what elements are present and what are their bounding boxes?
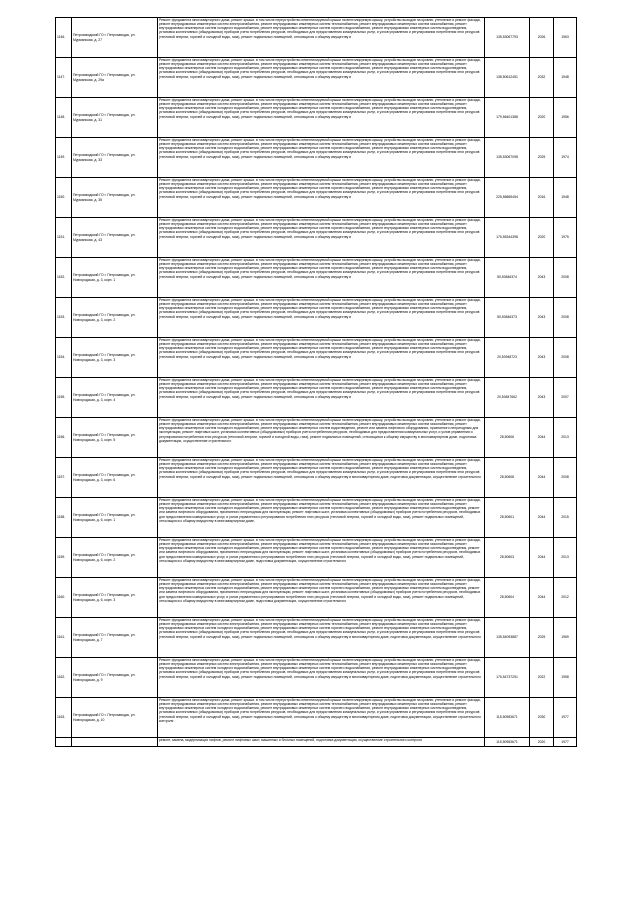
year-planned-cell — [530, 18, 554, 58]
year-planned-cell — [530, 258, 554, 298]
row-number-cell — [56, 258, 72, 298]
row-number-cell — [56, 578, 72, 618]
repair-program-table — [55, 17, 577, 747]
works-cell — [158, 338, 485, 378]
row-number-cell — [56, 618, 72, 658]
table-row — [56, 58, 577, 98]
address-text: Петрозаводский ГО г. Петрозаводск, ул. Мурманская, д. 43 — [73, 233, 136, 242]
row-number-cell — [56, 738, 72, 747]
cost-value: 28,50608 — [499, 475, 515, 480]
year-planned: 2043 — [537, 315, 546, 320]
row-number: 1158. — [57, 515, 66, 520]
address-text: Петрозаводский ГО г. Петрозаводск, ул. Мурманская, д. 35 — [73, 193, 136, 202]
year-planned-cell — [530, 338, 554, 378]
address-cell — [72, 418, 158, 458]
year-planned-cell — [530, 298, 554, 338]
row-number: 1157. — [57, 475, 66, 480]
address-text: Петрозаводский ГО г. Петрозаводск, ул. Мурманская, д. 33 — [73, 153, 136, 162]
works-cell — [158, 18, 485, 58]
year-planned-cell — [530, 138, 554, 178]
address-text: Петрозаводский ГО г. Петрозаводск, ул. Новгородская, д. 3, корп. 5 — [73, 433, 136, 442]
table-row — [56, 218, 577, 258]
works-text: Ремонт фундамента многоквартирного дома, ремонт крыши, в том числе переустройство невентилируемой крыши на вентилируемую крышу, устройство выходов на кровлю, утепление и ремонт фасада, ремонт внутридомовых инженерных систем электроснабжения, ремонт внутридомовых инженерных систем теплоснабжения, ремонт внутридомовых инженерных систем газоснабжения, ремонт внутридомовых инженерных систем холодного водоснабжения, ремонт внутридомовых инженерных систем горячего водоснабжения, ремонт внутридомовых инженерных систем водоотведения, установка коллективных (общедомовых) приборов учета потребления ресурсов, необходимых для предоставления коммунальных услуг, и узлов управления и регулирования потребления этих ресурсов (тепловой энергии, горячей и холодной воды, газа), ремонт подвальных помещений, относящихся к общему имуществу в — [159, 258, 481, 279]
year-built-cell — [554, 138, 577, 178]
works-cell — [158, 738, 485, 747]
works-text: Ремонт фундамента многоквартирного дома, ремонт крыши, в том числе переустройство невентилируемой крыши на вентилируемую крышу, устройство выходов на кровлю, утепление и ремонт фасада, ремонт внутридомовых инженерных систем электроснабжения, ремонт внутридомовых инженерных систем теплоснабжения, ремонт внутридомовых инженерных систем газоснабжения, ремонт внутридомовых инженерных систем холодного водоснабжения, ремонт внутридомовых инженерных систем горячего водоснабжения, ремонт внутридомовых инженерных систем водоотведения, установка коллективных (общедомовых) приборов учета потребления ресурсов, необходимых для предоставления коммунальных услуг, и узлов управления и регулирования потребления этих ресурсов (тепловой энергии, горячей и холодной воды, газа), ремонт подвальных помещений, относящихся к общему имуществу в — [159, 378, 481, 399]
works-cell — [158, 618, 485, 658]
works-text: Ремонт фундамента многоквартирного дома, ремонт крыши, в том числе переустройство невентилируемой крыши на вентилируемую крышу, устройство выходов на кровлю, утепление и ремонт фасада, ремонт внутридомовых инженерных систем электроснабжения, ремонт внутридомовых инженерных систем теплоснабжения, ремонт внутридомовых инженерных систем газоснабжения, ремонт внутридомовых инженерных систем холодного водоснабжения, ремонт внутридомовых инженерных систем водоотведения, ремонт или замена лифтового оборудования, признанного непригодным для эксплуатации, ремонт лифтовых шахт, установка коллективных (общедомовых) приборов учета потребления ресурсов, необходимых для предоставления коммунальных услуг, и узлов управления и регулирования потребления этих ресурсов (тепловой энергии, горячей и холодной воды, газа), ремонт подвальных помещений, относящихся к общему имуществу в многоквартирном доме, подготовка документации, осуществление строительного — [159, 418, 481, 443]
cost-value: 175,54737251 — [496, 675, 518, 680]
row-number-cell — [56, 698, 72, 738]
address-cell — [72, 178, 158, 218]
address-cell — [72, 738, 158, 747]
year-built-cell — [554, 738, 577, 747]
cost-cell — [485, 298, 530, 338]
year-planned-cell — [530, 618, 554, 658]
works-cell — [158, 458, 485, 498]
year-planned: 2043 — [537, 355, 546, 360]
table-row — [56, 538, 577, 578]
year-planned-cell — [530, 58, 554, 98]
year-built-cell — [554, 178, 577, 218]
address-text: Петрозаводский ГО г. Петрозаводск, ул. Новгородская, д. 6, корп. 3 — [73, 593, 136, 602]
row-number: 1163. — [57, 715, 66, 720]
year-planned: 2016 — [537, 195, 546, 200]
address-text: Петрозаводский ГО г. Петрозаводск, ул. Мурманская, д. 29а — [73, 73, 136, 82]
year-planned-cell — [530, 738, 554, 747]
table-row — [56, 298, 577, 338]
cost-value: 28,50601 — [499, 515, 515, 520]
year-built: 2013 — [561, 555, 569, 560]
address-cell — [72, 698, 158, 738]
cost-value: 175,55344398 — [496, 235, 518, 240]
cost-value: 138,50612451 — [496, 75, 518, 80]
year-planned-cell — [530, 218, 554, 258]
row-number: 1148. — [57, 115, 66, 120]
works-cell — [158, 98, 485, 138]
address-text: Петрозаводский ГО г. Петрозаводск, ул. Новгородская, д. 9 — [73, 673, 136, 682]
row-number: 1155. — [57, 395, 66, 400]
row-number: 1161. — [57, 635, 66, 640]
row-number-cell — [56, 498, 72, 538]
address-cell — [72, 578, 158, 618]
year-built: 2008 — [561, 315, 569, 320]
row-number: 1156. — [57, 435, 66, 440]
year-planned: 2044 — [537, 515, 546, 520]
works-cell — [158, 258, 485, 298]
cost-cell — [485, 338, 530, 378]
address-cell — [72, 138, 158, 178]
works-value: ремонт, замена, модернизация лифтов, ремонт лифтовых шахт, машинных и блочных помещений, подготовка документации, осуществление строительного контроля — [159, 738, 422, 742]
works-cell — [158, 178, 485, 218]
year-built-cell — [554, 338, 577, 378]
works-cell — [158, 298, 485, 338]
row-number-cell — [56, 298, 72, 338]
year-built: 2012 — [561, 595, 569, 600]
cost-cell — [485, 138, 530, 178]
year-built: 2008 — [561, 475, 569, 480]
year-planned-cell — [530, 658, 554, 698]
year-built-value: 1977 — [561, 739, 569, 744]
address-cell — [72, 378, 158, 418]
table-row-continuation — [56, 738, 577, 747]
cost-value: 50,50846374 — [497, 275, 517, 280]
cost-cell — [485, 618, 530, 658]
cost-cell — [485, 218, 530, 258]
year-built-cell — [554, 378, 577, 418]
address-cell — [72, 58, 158, 98]
works-cell — [158, 538, 485, 578]
row-number-cell — [56, 378, 72, 418]
works-cell — [158, 578, 485, 618]
row-number: 1162. — [57, 675, 66, 680]
works-text: Ремонт фундамента многоквартирного дома, ремонт крыши, в том числе переустройство невентилируемой крыши на вентилируемую крышу, устройство выходов на кровлю, утепление и ремонт фасада, ремонт внутридомовых инженерных систем электроснабжения, ремонт внутридомовых инженерных систем теплоснабжения, ремонт внутридомовых инженерных систем газоснабжения, ремонт внутридомовых инженерных систем холодного водоснабжения, ремонт внутридомовых инженерных систем горячего водоснабжения, ремонт внутридомовых инженерных систем водоотведения, установка коллективных (общедомовых) приборов учета потребления ресурсов, необходимых для предоставления коммунальных услуг, и узлов управления и регулирования потребления этих ресурсов (тепловой энергии, горячей и холодной воды, газа), ремонт подвальных помещений, относящихся к общему имуществу в — [159, 138, 481, 159]
table-row — [56, 618, 577, 658]
year-built: 1975 — [561, 235, 569, 240]
year-planned: 2022 — [537, 675, 546, 680]
cost-cell — [485, 458, 530, 498]
cost-value: 179,56401388 — [496, 115, 518, 120]
works-text: Ремонт фундамента многоквартирного дома, ремонт крыши, в том числе переустройство невентилируемой крыши на вентилируемую крышу, устройство выходов на кровлю, утепление и ремонт фасада, ремонт внутридомовых инженерных систем электроснабжения, ремонт внутридомовых инженерных систем теплоснабжения, ремонт внутридомовых инженерных систем газоснабжения, ремонт внутридомовых инженерных систем холодного водоснабжения, ремонт внутридомовых инженерных систем горячего водоснабжения, ремонт внутридомовых инженерных систем водоотведения, установка коллективных (общедомовых) приборов учета потребления ресурсов, необходимых для предоставления коммунальных услуг, и узлов управления и регулирования потребления этих ресурсов (тепловой энергии, горячей и холодной воды, газа), ремонт подвальных помещений, относящихся к общему имуществу в — [159, 178, 481, 199]
year-built: 1974 — [561, 155, 569, 160]
year-planned-cell — [530, 538, 554, 578]
works-cell — [158, 378, 485, 418]
works-cell — [158, 218, 485, 258]
works-text: Ремонт фундамента многоквартирного дома, ремонт крыши, в том числе переустройство невентилируемой крыши на вентилируемую крышу, устройство выходов на кровлю, утепление и ремонт фасада, ремонт внутридомовых инженерных систем электроснабжения, ремонт внутридомовых инженерных систем теплоснабжения, ремонт внутридомовых инженерных систем газоснабжения, ремонт внутридомовых инженерных систем холодного водоснабжения, ремонт внутридомовых инженерных систем горячего водоснабжения, ремонт внутридомовых инженерных систем водоотведения, установка коллективных (общедомовых) приборов учета потребления ресурсов, необходимых для предоставления коммунальных услуг, и узлов управления и регулирования потребления этих ресурсов (тепловой энергии, горячей и холодной воды, газа), ремонт подвальных помещений, относящихся к общему имуществу в многоквартирном доме, подготовка документации, осуществление строительного — [159, 458, 481, 479]
works-cell — [158, 58, 485, 98]
year-planned-value: 2020 — [537, 739, 546, 744]
cost-value: 20,50948723 — [497, 355, 517, 360]
year-planned: 2020 — [537, 115, 546, 120]
table-row — [56, 138, 577, 178]
row-number-cell — [56, 538, 72, 578]
table-row — [56, 658, 577, 698]
year-planned: 2020 — [537, 235, 546, 240]
works-text: Ремонт фундамента многоквартирного дома, ремонт крыши, в том числе переустройство невентилируемой крыши на вентилируемую крышу, устройство выходов на кровлю, утепление и ремонт фасада, ремонт внутридомовых инженерных систем электроснабжения, ремонт внутридомовых инженерных систем теплоснабжения, ремонт внутридомовых инженерных систем газоснабжения, ремонт внутридомовых инженерных систем холодного водоснабжения, ремонт внутридомовых инженерных систем горячего водоснабжения, ремонт внутридомовых инженерных систем водоотведения, установка коллективных (общедомовых) приборов учета потребления ресурсов, необходимых для предоставления коммунальных услуг, и узлов управления и регулирования потребления этих ресурсов (тепловой энергии, горячей и холодной воды, газа), ремонт подвальных помещений, относящихся к общему имуществу в многоквартирном доме, подготовка документации, осуществление строительного — [159, 658, 481, 679]
cost-value: 225,56869454 — [496, 195, 518, 200]
row-number-cell — [56, 218, 72, 258]
row-number: 1146. — [57, 35, 66, 40]
year-built: 2008 — [561, 355, 569, 360]
table-row — [56, 458, 577, 498]
row-number-cell — [56, 458, 72, 498]
year-planned: 2032 — [537, 75, 546, 80]
year-planned-cell — [530, 98, 554, 138]
year-planned: 2043 — [537, 395, 546, 400]
works-cell — [158, 698, 485, 738]
table-row — [56, 418, 577, 458]
capital-repair-table-page — [55, 17, 576, 747]
cost-value: 28,50603 — [499, 555, 515, 560]
year-built: 2013 — [561, 435, 569, 440]
address-cell — [72, 458, 158, 498]
address-text: Петрозаводский ГО г. Петрозаводск, ул. Новгородская, д. 3, корп. 4 — [73, 393, 136, 402]
address-text: Петрозаводский ГО г. Петрозаводск, ул. Новгородская, д. 6, корп. 2 — [73, 553, 136, 562]
address-cell — [72, 618, 158, 658]
year-planned: 2025 — [537, 155, 546, 160]
row-number: 1149. — [57, 155, 66, 160]
row-number: 1147. — [57, 75, 66, 80]
cost-value: 135,54093887 — [496, 635, 518, 640]
table-row — [56, 378, 577, 418]
address-text: Петрозаводский ГО г. Петрозаводск, ул. Новгородская, д. 3, корп. 3 — [73, 353, 136, 362]
cost-cell — [485, 498, 530, 538]
row-number: 1150. — [57, 195, 66, 200]
year-built-cell — [554, 498, 577, 538]
year-built: 1948 — [561, 75, 569, 80]
year-planned: 2025 — [537, 635, 546, 640]
row-number-cell — [56, 658, 72, 698]
year-built-cell — [554, 258, 577, 298]
works-text: Ремонт фундамента многоквартирного дома, ремонт крыши, в том числе переустройство невентилируемой крыши на вентилируемую крышу, устройство выходов на кровлю, утепление и ремонт фасада, ремонт внутридомовых инженерных систем электроснабжения, ремонт внутридомовых инженерных систем теплоснабжения, ремонт внутридомовых инженерных систем газоснабжения, ремонт внутридомовых инженерных систем холодного водоснабжения, ремонт внутридомовых инженерных систем горячего водоснабжения, ремонт внутридомовых инженерных систем водоотведения, установка коллективных (общедомовых) приборов учета потребления ресурсов, необходимых для предоставления коммунальных услуг, и узлов управления и регулирования потребления этих ресурсов (тепловой энергии, горячей и холодной воды, газа), ремонт подвальных помещений, относящихся к общему имуществу в — [159, 18, 481, 39]
year-built-cell — [554, 658, 577, 698]
address-cell — [72, 498, 158, 538]
cost-cell — [485, 98, 530, 138]
year-built: 1956 — [561, 115, 569, 120]
row-number-cell — [56, 418, 72, 458]
year-planned: 2044 — [537, 475, 546, 480]
works-cell — [158, 418, 485, 458]
works-text: Ремонт фундамента многоквартирного дома, ремонт крыши, в том числе переустройство невентилируемой крыши на вентилируемую крышу, устройство выходов на кровлю, утепление и ремонт фасада, ремонт внутридомовых инженерных систем электроснабжения, ремонт внутридомовых инженерных систем теплоснабжения, ремонт внутридомовых инженерных систем газоснабжения, ремонт внутридомовых инженерных систем холодного водоснабжения, ремонт внутридомовых инженерных систем горячего водоснабжения, ремонт внутридомовых инженерных систем водоотведения, установка коллективных (общедомовых) приборов учета потребления ресурсов, необходимых для предоставления коммунальных услуг, и узлов управления и регулирования потребления этих ресурсов (тепловой энергии, горячей и холодной воды, газа), ремонт подвальных помещений, относящихся к общему имуществу в — [159, 218, 481, 239]
year-planned-cell — [530, 498, 554, 538]
cost-cell — [485, 658, 530, 698]
year-built: 2007 — [561, 395, 569, 400]
address-text: Петрозаводский ГО г. Петрозаводск, ул. Новгородская, д. 3, корп. 2 — [73, 313, 136, 322]
year-built-cell — [554, 458, 577, 498]
works-cell — [158, 138, 485, 178]
works-text: Ремонт фундамента многоквартирного дома, ремонт крыши, в том числе переустройство невентилируемой крыши на вентилируемую крышу, устройство выходов на кровлю, утепление и ремонт фасада, ремонт внутридомовых инженерных систем электроснабжения, ремонт внутридомовых инженерных систем теплоснабжения, ремонт внутридомовых инженерных систем газоснабжения, ремонт внутридомовых инженерных систем холодного водоснабжения, ремонт внутридомовых инженерных систем горячего водоснабжения, ремонт внутридомовых инженерных систем водоотведения, ремонт или замена лифтового оборудования, признанного непригодным для эксплуатации, ремонт лифтовых шахт, установка коллективных (общедомовых) приборов учета потребления ресурсов, необходимых для предоставления коммунальных услуг, и узлов управления и регулирования потребления этих ресурсов (тепловой энергии, горячей и холодной воды, газа), ремонт подвальных помещений, относящихся к общему имуществу в многоквартирном доме, — [159, 498, 481, 523]
year-built: 2008 — [561, 275, 569, 280]
year-built-cell — [554, 218, 577, 258]
row-number-cell — [56, 338, 72, 378]
works-cell — [158, 658, 485, 698]
cost-cell — [485, 18, 530, 58]
year-planned: 2044 — [537, 435, 546, 440]
year-planned: 2044 — [537, 555, 546, 560]
year-built-cell — [554, 698, 577, 738]
address-text: Петрозаводский ГО г. Петрозаводск, ул. Новгородская, д. 3, корп. 6 — [73, 473, 136, 482]
year-built-cell — [554, 98, 577, 138]
table-body — [56, 18, 577, 747]
year-built-cell — [554, 538, 577, 578]
table-row — [56, 578, 577, 618]
address-cell — [72, 98, 158, 138]
address-cell — [72, 18, 158, 58]
table-row — [56, 18, 577, 58]
cost-cell — [485, 258, 530, 298]
year-built-cell — [554, 298, 577, 338]
address-text: Петрозаводский ГО г. Петрозаводск, ул. Новгородская, д. 6, корп. 1 — [73, 513, 136, 522]
cost-value: 135,53067098 — [496, 155, 518, 160]
address-text: Петрозаводский ГО г. Петрозаводск, ул. Мурманская, д. 31 — [73, 113, 136, 122]
year-built: 1977 — [561, 715, 569, 720]
address-cell — [72, 658, 158, 698]
cost-value: 135,53067793 — [496, 35, 518, 40]
address-cell — [72, 298, 158, 338]
cost-value: 115,50983671 — [496, 715, 518, 720]
row-number: 1154. — [57, 355, 66, 360]
year-built: 1963 — [561, 35, 569, 40]
works-text: Ремонт фундамента многоквартирного дома, ремонт крыши, в том числе переустройство невентилируемой крыши на вентилируемую крышу, устройство выходов на кровлю, утепление и ремонт фасада, ремонт внутридомовых инженерных систем электроснабжения, ремонт внутридомовых инженерных систем теплоснабжения, ремонт внутридомовых инженерных систем газоснабжения, ремонт внутридомовых инженерных систем холодного водоснабжения, ремонт внутридомовых инженерных систем горячего водоснабжения, ремонт внутридомовых инженерных систем водоотведения, установка коллективных (общедомовых) приборов учета потребления ресурсов, необходимых для предоставления коммунальных услуг, и узлов управления и регулирования потребления этих ресурсов (тепловой энергии, горячей и холодной воды, газа), ремонт подвальных помещений, относящихся к общему имуществу в многоквартирном доме, подготовка документации, осуществление строительного — [159, 618, 481, 639]
year-built: 1958 — [561, 675, 569, 680]
cost-cell — [485, 698, 530, 738]
row-number: 1153. — [57, 315, 66, 320]
works-text: Ремонт фундамента многоквартирного дома, ремонт крыши, в том числе переустройство невентилируемой крыши на вентилируемую крышу, устройство выходов на кровлю, утепление и ремонт фасада, ремонт внутридомовых инженерных систем электроснабжения, ремонт внутридомовых инженерных систем теплоснабжения, ремонт внутридомовых инженерных систем газоснабжения, ремонт внутридомовых инженерных систем холодного водоснабжения, ремонт внутридомовых инженерных систем горячего водоснабжения, ремонт внутридомовых инженерных систем водоотведения, ремонт или замена лифтового оборудования, признанного непригодным для эксплуатации, ремонт лифтовых шахт, установка коллективных (общедомовых) приборов учета потребления ресурсов, необходимых для предоставления коммунальных услуг, и узлов управления и регулирования потребления этих ресурсов (тепловой энергии, горячей и холодной воды, газа), ремонт подвальных помещений, относящихся к общему имуществу в многоквартирном доме, подготовка документации, осуществление строительного — [159, 538, 481, 563]
address-cell — [72, 258, 158, 298]
year-planned-cell — [530, 578, 554, 618]
year-built-cell — [554, 418, 577, 458]
row-number: 1159. — [57, 555, 66, 560]
row-number-cell — [56, 58, 72, 98]
cost-value: 28,50606 — [499, 435, 515, 440]
year-built-cell — [554, 578, 577, 618]
table-row — [56, 698, 577, 738]
year-planned: 2030 — [537, 715, 546, 720]
year-planned: 2026 — [537, 35, 546, 40]
address-text: Петрозаводский ГО г. Петрозаводск, ул. Новгородская, д. 10 — [73, 713, 136, 722]
cost-cell — [485, 178, 530, 218]
cost-value: 20,50847662 — [497, 395, 517, 400]
year-planned-cell — [530, 458, 554, 498]
year-planned-cell — [530, 378, 554, 418]
works-text: Ремонт фундамента многоквартирного дома, ремонт крыши, в том числе переустройство невентилируемой крыши на вентилируемую крышу, устройство выходов на кровлю, утепление и ремонт фасада, ремонт внутридомовых инженерных систем электроснабжения, ремонт внутридомовых инженерных систем теплоснабжения, ремонт внутридомовых инженерных систем газоснабжения, ремонт внутридомовых инженерных систем холодного водоснабжения, ремонт внутридомовых инженерных систем горячего водоснабжения, ремонт внутридомовых инженерных систем водоотведения, установка коллективных (общедомовых) приборов учета потребления ресурсов, необходимых для предоставления коммунальных услуг, и узлов управления и регулирования потребления этих ресурсов (тепловой энергии, горячей и холодной воды, газа), ремонт подвальных помещений, относящихся к общему имуществу в — [159, 298, 481, 319]
table-row — [56, 338, 577, 378]
row-number: 1151. — [57, 235, 66, 240]
year-planned-cell — [530, 698, 554, 738]
address-cell — [72, 538, 158, 578]
cost-value: 115,50983671 — [496, 739, 518, 744]
row-number-cell — [56, 138, 72, 178]
year-planned-cell — [530, 418, 554, 458]
year-built: 1948 — [561, 195, 569, 200]
works-cell — [158, 498, 485, 538]
cost-cell — [485, 578, 530, 618]
address-cell — [72, 218, 158, 258]
row-number: 1152. — [57, 275, 66, 280]
year-built: 1969 — [561, 635, 569, 640]
table-row — [56, 98, 577, 138]
address-text: Петрозаводский ГО г. Петрозаводск, ул. Новгородская, д. 7 — [73, 633, 136, 642]
works-text: Ремонт фундамента многоквартирного дома, ремонт крыши, в том числе переустройство невентилируемой крыши на вентилируемую крышу, устройство выходов на кровлю, утепление и ремонт фасада, ремонт внутридомовых инженерных систем электроснабжения, ремонт внутридомовых инженерных систем теплоснабжения, ремонт внутридомовых инженерных систем газоснабжения, ремонт внутридомовых инженерных систем холодного водоснабжения, ремонт внутридомовых инженерных систем горячего водоснабжения, ремонт внутридомовых инженерных систем водоотведения, ремонт или замена лифтового оборудования, признанного непригодным для эксплуатации, ремонт лифтовых шахт, установка коллективных (общедомовых) приборов учета потребления ресурсов, необходимых для предоставления коммунальных услуг, и узлов управления и регулирования потребления этих ресурсов (тепловой энергии, горячей и холодной воды, газа), ремонт подвальных помещений, относящихся к общему имуществу в многоквартирном доме, подготовка документации, осуществление строительного — [159, 578, 481, 603]
year-planned: 2044 — [537, 595, 546, 600]
year-planned: 2043 — [537, 275, 546, 280]
year-built-cell — [554, 58, 577, 98]
cost-cell — [485, 538, 530, 578]
table-row — [56, 178, 577, 218]
address-text: Петрозаводский ГО г. Петрозаводск, ул. Мурманская, д. 27 — [73, 33, 136, 42]
cost-cell — [485, 58, 530, 98]
address-text: Петрозаводский ГО г. Петрозаводск, ул. Новгородская, д. 3, корп. 1 — [73, 273, 136, 282]
year-built: 2015 — [561, 515, 569, 520]
cost-cell — [485, 418, 530, 458]
year-built-cell — [554, 618, 577, 658]
cost-cell — [485, 378, 530, 418]
table-row — [56, 498, 577, 538]
row-number-cell — [56, 18, 72, 58]
cost-value: 28,50604 — [499, 595, 515, 600]
works-text: Ремонт фундамента многоквартирного дома, ремонт крыши, в том числе переустройство невентилируемой крыши на вентилируемую крышу, устройство выходов на кровлю, утепление и ремонт фасада, ремонт внутридомовых инженерных систем электроснабжения, ремонт внутридомовых инженерных систем теплоснабжения, ремонт внутридомовых инженерных систем газоснабжения, ремонт внутридомовых инженерных систем холодного водоснабжения, ремонт внутридомовых инженерных систем горячего водоснабжения, ремонт внутридомовых инженерных систем водоотведения, установка коллективных (общедомовых) приборов учета потребления ресурсов, необходимых для предоставления коммунальных услуг, и узлов управления и регулирования потребления этих ресурсов (тепловой энергии, горячей и холодной воды, газа), ремонт подвальных помещений, относящихся к общему имуществу в — [159, 58, 481, 79]
table-row — [56, 258, 577, 298]
cost-cell — [485, 738, 530, 747]
cost-value: 50,50846373 — [497, 315, 517, 320]
row-number-cell — [56, 98, 72, 138]
row-number-cell — [56, 178, 72, 218]
address-cell — [72, 338, 158, 378]
year-planned-cell — [530, 178, 554, 218]
works-text: Ремонт фундамента многоквартирного дома, ремонт крыши, в том числе переустройство невентилируемой крыши на вентилируемую крышу, устройство выходов на кровлю, утепление и ремонт фасада, ремонт внутридомовых инженерных систем электроснабжения, ремонт внутридомовых инженерных систем теплоснабжения, ремонт внутридомовых инженерных систем газоснабжения, ремонт внутридомовых инженерных систем холодного водоснабжения, ремонт внутридомовых инженерных систем горячего водоснабжения, ремонт внутридомовых инженерных систем водоотведения, установка коллективных (общедомовых) приборов учета потребления ресурсов, необходимых для предоставления коммунальных услуг, и узлов управления и регулирования потребления этих ресурсов (тепловой энергии, горячей и холодной воды, газа), ремонт подвальных помещений, относящихся к общему имуществу в многоквартирном доме, подготовка документации, осуществление строительного контроля — [159, 698, 481, 723]
works-text: Ремонт фундамента многоквартирного дома, ремонт крыши, в том числе переустройство невентилируемой крыши на вентилируемую крышу, устройство выходов на кровлю, утепление и ремонт фасада, ремонт внутридомовых инженерных систем электроснабжения, ремонт внутридомовых инженерных систем теплоснабжения, ремонт внутридомовых инженерных систем газоснабжения, ремонт внутридомовых инженерных систем холодного водоснабжения, ремонт внутридомовых инженерных систем горячего водоснабжения, ремонт внутридомовых инженерных систем водоотведения, установка коллективных (общедомовых) приборов учета потребления ресурсов, необходимых для предоставления коммунальных услуг, и узлов управления и регулирования потребления этих ресурсов (тепловой энергии, горячей и холодной воды, газа), ремонт подвальных помещений, относящихся к общему имуществу в — [159, 98, 481, 119]
works-text: Ремонт фундамента многоквартирного дома, ремонт крыши, в том числе переустройство невентилируемой крыши на вентилируемую крышу, устройство выходов на кровлю, утепление и ремонт фасада, ремонт внутридомовых инженерных систем электроснабжения, ремонт внутридомовых инженерных систем теплоснабжения, ремонт внутридомовых инженерных систем газоснабжения, ремонт внутридомовых инженерных систем холодного водоснабжения, ремонт внутридомовых инженерных систем горячего водоснабжения, ремонт внутридомовых инженерных систем водоотведения, установка коллективных (общедомовых) приборов учета потребления ресурсов, необходимых для предоставления коммунальных услуг, и узлов управления и регулирования потребления этих ресурсов (тепловой энергии, горячей и холодной воды, газа), ремонт подвальных помещений, относящихся к общему имуществу в — [159, 338, 481, 359]
row-number: 1160. — [57, 595, 66, 600]
year-built-cell — [554, 18, 577, 58]
